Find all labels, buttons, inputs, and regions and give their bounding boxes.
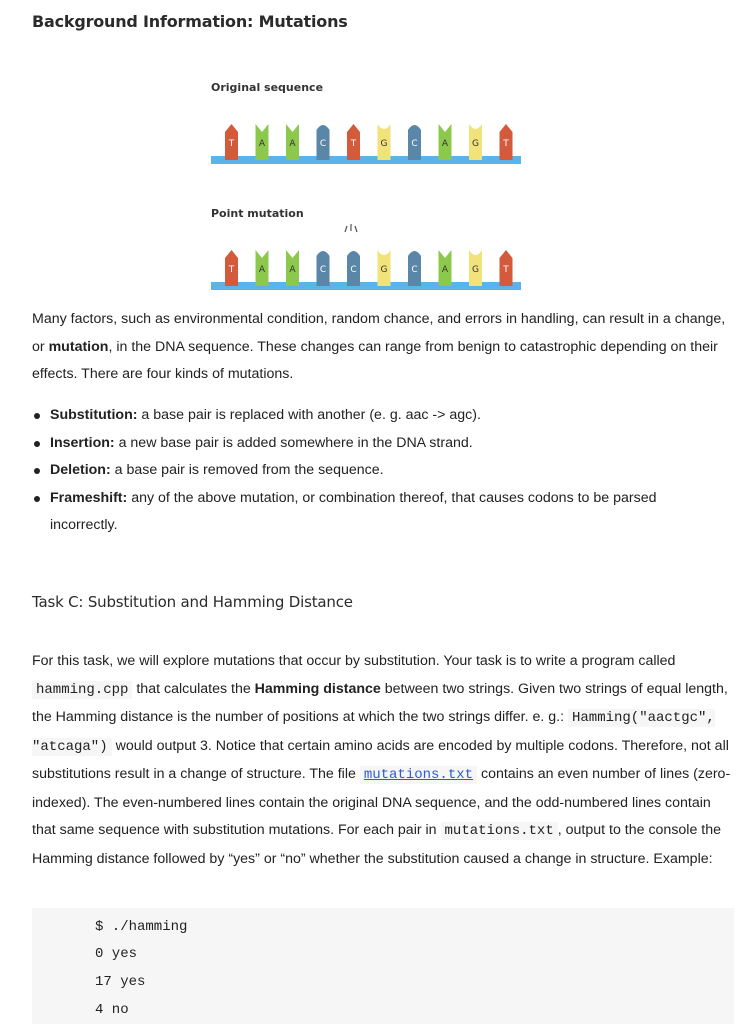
svg-text:A: A — [258, 265, 266, 275]
point-mutation-caption: Point mutation — [211, 207, 304, 220]
svg-text:C: C — [411, 265, 418, 275]
mutated-base-4 — [347, 251, 360, 286]
mutated-base-2 — [286, 250, 299, 286]
svg-text:T: T — [350, 139, 357, 149]
svg-text:G: G — [380, 139, 388, 149]
mutated-base-0 — [225, 250, 238, 286]
original-sequence-caption: Original sequence — [211, 81, 324, 94]
mutations-file-link[interactable]: mutations.txt — [360, 766, 477, 782]
original-base-4 — [347, 124, 360, 160]
svg-text:A: A — [258, 139, 266, 149]
mutated-base-7 — [439, 250, 452, 286]
svg-text:A: A — [441, 139, 449, 149]
original-base-7 — [439, 124, 452, 160]
mutated-dna-diagram — [211, 222, 531, 294]
task-c-title: Task C: Substitution and Hamming Distance — [32, 593, 353, 611]
mutation-spark-icon — [345, 224, 357, 232]
svg-text:C: C — [319, 265, 327, 275]
svg-text:T: T — [503, 139, 509, 149]
original-base-5 — [378, 124, 391, 160]
svg-text:C: C — [319, 139, 327, 149]
original-base-6 — [408, 125, 421, 160]
svg-text:T: T — [503, 265, 509, 275]
hamming-example-code: Hamming("aactgc", "atcaga") — [32, 710, 715, 755]
task-description-paragraph: For this task, we will explore mutations that occur by substitution. Your task is to write a program called hamming.cpp that calculates the Hamming distance between two strings. Given two strings of equal length, the Hamming distance is the number of positions at which the two strings differ. e. g.: Hamming("aactgc", "atcaga") would output 3. Notice that certain amino acids are encoded by multiple codons. Therefore, not all substitutions result in a change of structure. The file mutations.txt contains an even number of lines (zero-indexed). The even-numbered lines contain the original DNA sequence, and the odd-numbered lines contain that same sequence with substitution mutations. For each pair in mutations.txt , output to the console the Hamming distance followed by “yes” or “no” whether the substitution caused a change in structure. Example: — [32, 653, 731, 867]
list-item: Substitution: a base pair is replaced with another (e. g. aac -> agc). — [32, 402, 722, 430]
mutated-base-9 — [500, 250, 513, 286]
mutations-intro-paragraph: Many factors, such as environmental condition, random chance, and errors in handling, can result in a change, or mutation, in the DNA sequence. These changes can range from benign to catastrophic depending on their effects. There are four kinds of mutations. — [32, 311, 726, 382]
list-item: Deletion: a base pair is removed from the sequence. — [32, 457, 722, 485]
svg-text:C: C — [411, 139, 418, 149]
svg-text:G: G — [472, 139, 479, 149]
hamming-distance-term: Hamming distance — [254, 680, 381, 697]
code-line: 4 no — [95, 1002, 129, 1018]
code-line: 17 yes — [95, 974, 146, 990]
mutation-types-list — [32, 402, 722, 540]
svg-text:A: A — [289, 265, 296, 275]
original-base-8 — [469, 124, 482, 160]
mutations-file-code: mutations.txt — [441, 822, 558, 840]
example-code-block — [32, 908, 734, 1024]
original-base-3 — [317, 125, 330, 160]
mutated-base-5 — [378, 250, 391, 286]
svg-text:T: T — [228, 265, 235, 275]
original-base-9 — [500, 124, 513, 160]
mutated-base-1 — [256, 250, 269, 286]
original-base-1 — [256, 124, 269, 160]
mutated-base-8 — [469, 250, 482, 286]
original-base-0 — [225, 124, 238, 160]
section-title-mutations: Background Information: Mutations — [32, 12, 348, 31]
hamming-cpp-code: hamming.cpp — [32, 681, 132, 699]
svg-text:G: G — [380, 265, 388, 275]
mutated-base-3 — [317, 251, 330, 286]
svg-text:A: A — [441, 265, 449, 275]
svg-text:A: A — [289, 139, 296, 149]
mutated-base-6 — [408, 251, 421, 286]
list-item: Frameshift: any of the above mutation, or combination thereof, that causes codons to be parsed incorrectly. — [32, 485, 722, 540]
svg-text:T: T — [228, 139, 235, 149]
mutation-term: mutation — [48, 338, 109, 355]
code-line: 0 yes — [95, 946, 138, 962]
svg-text:G: G — [472, 265, 479, 275]
code-line: $ ./hamming — [95, 919, 188, 935]
svg-text:C: C — [350, 265, 357, 275]
original-base-2 — [286, 124, 299, 160]
original-dna-diagram — [211, 108, 531, 168]
list-item: Insertion: a new base pair is added somewhere in the DNA strand. — [32, 430, 722, 458]
